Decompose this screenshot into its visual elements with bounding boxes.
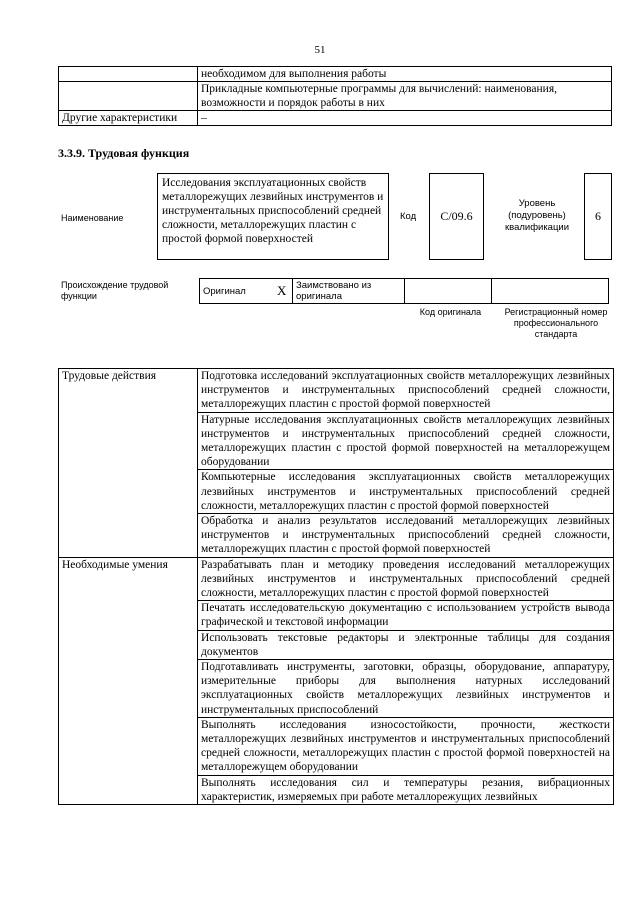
table-row xyxy=(200,279,609,304)
level-label: Уровень (подуровень) квалификации xyxy=(504,198,570,233)
table-row xyxy=(59,557,614,601)
table-cell-empty xyxy=(59,67,198,82)
page-number: 51 xyxy=(314,44,326,56)
section-title: 3.3.9. Трудовая функция xyxy=(58,146,190,160)
required-skill: Печатать исследовательскую документацию с использованием устройств вывода графической и текстовой информации xyxy=(198,601,614,630)
origin-label: Происхождение трудовой функции xyxy=(61,280,169,301)
labor-actions-label: Трудовые действия xyxy=(59,369,198,558)
required-skill: Разрабатывать план и методику проведения исследований металлорежущих лезвийных инструментов и инструментальных приспособлений средней сложности, металлорежущих пластин с простой формой поверхностей xyxy=(198,557,614,601)
original-label: Оригинал xyxy=(200,279,275,304)
labor-action: Обработка и анализ результатов исследований металлорежущих лезвийных инструментов и инструментальных приспособлений средней сложности, металлорежущих пластин с простой формой поверхностей xyxy=(198,514,614,558)
labor-action: Натурные исследования эксплуатационных свойств металлорежущих лезвийных инструментов и инструментальных приспособлений средней сложности, металлорежущих пластин с простой формой поверхностей на металлорежущем оборудовании xyxy=(198,412,614,470)
table-row xyxy=(59,82,612,111)
table-cell: Прикладные компьютерные программы для вычислений: наименования, возможности и порядок работы в них xyxy=(198,82,612,111)
reg-number-caption: Регистрационный номер профессионального стандарта xyxy=(504,307,608,339)
top-table xyxy=(58,66,612,126)
origin-table xyxy=(199,278,609,304)
code-label: Код xyxy=(400,211,417,222)
required-skill: Выполнять исследования сил и температуры резания, вибрационных характеристик, измеряемых при работе металлорежущих лезвийных xyxy=(198,775,614,804)
labor-action: Компьютерные исследования эксплуатационных свойств металлорежущих лезвийных инструментов и инструментальных приспособлений средней сложности, металлорежущих пластин с простой формой поверхностей xyxy=(198,470,614,514)
labor-action: Подготовка исследований эксплуатационных свойств металлорежущих лезвийных инструментов и инструментальных приспособлений средней сложности, металлорежущих пластин с простой формой поверхностей xyxy=(198,369,614,413)
original-mark: X xyxy=(274,279,293,304)
code-value-box: С/09.6 xyxy=(429,173,484,260)
reg-number-cell xyxy=(492,279,609,304)
borrowed-label: Заимствовано из оригинала xyxy=(293,279,405,304)
required-skills-label: Необходимые умения xyxy=(59,557,198,804)
function-name-box: Исследования эксплуатационных свойств металлорежущих лезвийных инструментов и инструментальных приспособлений средней сложности, металлорежущих пластин с простой формой поверхностей xyxy=(157,173,389,260)
required-skill: Подготавливать инструменты, заготовки, образцы, оборудование, аппаратуру, измерительные приборы для выполнения натурных исследований эксплуатационных свойств металлорежущих лезвийных инструментов и инструментальных приспособлений xyxy=(198,660,614,718)
labor-function-table xyxy=(58,368,614,805)
required-skill: Выполнять исследования износостойкости, прочности, жесткости металлорежущих лезвийных инструментов и инструментальных приспособлений средней сложности, металлорежущих пластин с простой формой поверхностей на металлорежущем оборудовании xyxy=(198,717,614,775)
name-label: Наименование xyxy=(61,213,124,223)
code-original-cell xyxy=(405,279,492,304)
table-cell-empty xyxy=(59,82,198,111)
code-original-caption: Код оригинала xyxy=(419,307,482,317)
level-value-box: 6 xyxy=(584,173,612,260)
table-row xyxy=(59,67,612,82)
required-skill: Использовать текстовые редакторы и электронные таблицы для создания документов xyxy=(198,630,614,659)
table-row xyxy=(59,111,612,126)
table-row xyxy=(59,369,614,413)
table-cell: необходимом для выполнения работы xyxy=(198,67,612,82)
other-characteristics-label: Другие характеристики xyxy=(59,111,198,126)
other-characteristics-value: – xyxy=(198,111,612,126)
